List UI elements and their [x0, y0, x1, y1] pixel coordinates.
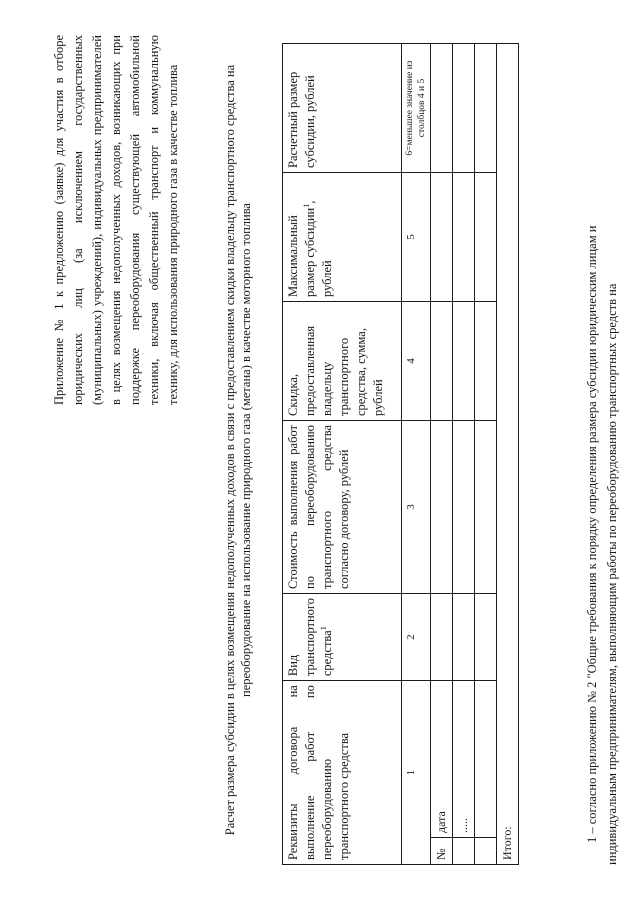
header-discount: [283, 302, 402, 421]
column-number-5: 5: [402, 173, 431, 302]
table-cell: [431, 302, 453, 421]
header-calculated-subsidy-text: Расчетный размер субсидии, рублей: [286, 71, 317, 168]
footnote-mark: 1: [318, 626, 328, 631]
column-number-6: 6=меньшее значение из столбцов 4 и 5: [402, 44, 431, 173]
table-cell: [475, 594, 497, 681]
table-cell: [453, 173, 475, 302]
table-cell: [431, 173, 453, 302]
table-cell: [453, 302, 475, 421]
document-title: Расчет размера субсидии в целях возмещения недополученных доходов в связи с предоставлением скидки владельцу транспортного средства на переоборудование на использование природного газа (метана) в качестве моторного топлива: [223, 64, 253, 836]
total-label: Итого:: [497, 44, 519, 865]
subsidy-table: [282, 43, 519, 865]
footnote: [582, 43, 622, 865]
table-cell: [453, 838, 475, 865]
header-calculated-subsidy: [283, 44, 402, 173]
table-cell: [475, 302, 497, 421]
row-number-cell: №: [431, 838, 453, 865]
header-max-subsidy: [283, 173, 402, 302]
column-number-4: 4: [402, 302, 431, 421]
row-dots-cell: .....: [453, 681, 475, 838]
column-number-1: 1: [402, 681, 431, 865]
table-cell: [475, 681, 497, 838]
table-header-row: [283, 44, 402, 865]
table-cell: [453, 421, 475, 594]
header-contract-details: [283, 681, 402, 865]
header-work-cost-text: Стоимость выполнения работ по переоборудованию транспортного средства согласно договору, рублей: [286, 425, 351, 589]
table-cell: [453, 44, 475, 173]
header-contract-details-text: Реквизиты договора на выполнение работ по переоборудованию транспортного средства: [286, 685, 351, 860]
header-vehicle-type-text: Вид транспортного средства: [286, 597, 334, 677]
table-cell: [453, 594, 475, 681]
header-work-cost: [283, 421, 402, 594]
header-discount-text: Скидка, предоставленная владельцу транспортного средства, сумма, рублей: [286, 325, 385, 416]
footnote-line-1: 1 – согласно приложению № 2 "Общие требования к порядку определения размера субсидии юридическим лицам и: [585, 225, 599, 843]
table-number-row: [402, 44, 431, 865]
table-row: [475, 44, 497, 865]
table-cell: [475, 838, 497, 865]
header-max-subsidy-tail: , рублей: [303, 200, 334, 297]
header-max-subsidy-text: Максимальный размер субсидии: [286, 207, 317, 297]
table-row: [453, 44, 475, 865]
header-vehicle-type: [283, 594, 402, 681]
column-number-2: 2: [402, 594, 431, 681]
table-row: [431, 44, 453, 865]
table-cell: [431, 421, 453, 594]
table-total-row: [497, 44, 519, 865]
table-cell: [475, 44, 497, 173]
row-date-cell: дата: [431, 681, 453, 838]
table-cell: [431, 594, 453, 681]
table-cell: [475, 173, 497, 302]
table-cell: [431, 44, 453, 173]
annex-note: Приложение № 1 к предложению (заявке) для участия в отборе юридических лиц (за исключением государственных (муниципальных) учреждений), индивидуальных предпринимателей в целях возмещения недополученных доходов, возникающих при поддержке переоборудования существующей автомобильной техники, включая общественный транспорт и коммунальную технику, для использования природного газа в качестве топлива: [52, 35, 180, 405]
column-number-3: 3: [402, 421, 431, 594]
footnote-line-2: индивидуальным предпринимателям, выполняющим работы по переоборудованию транспортных средств на: [605, 283, 619, 865]
table-cell: [475, 421, 497, 594]
footnote-mark: 1: [301, 203, 311, 208]
